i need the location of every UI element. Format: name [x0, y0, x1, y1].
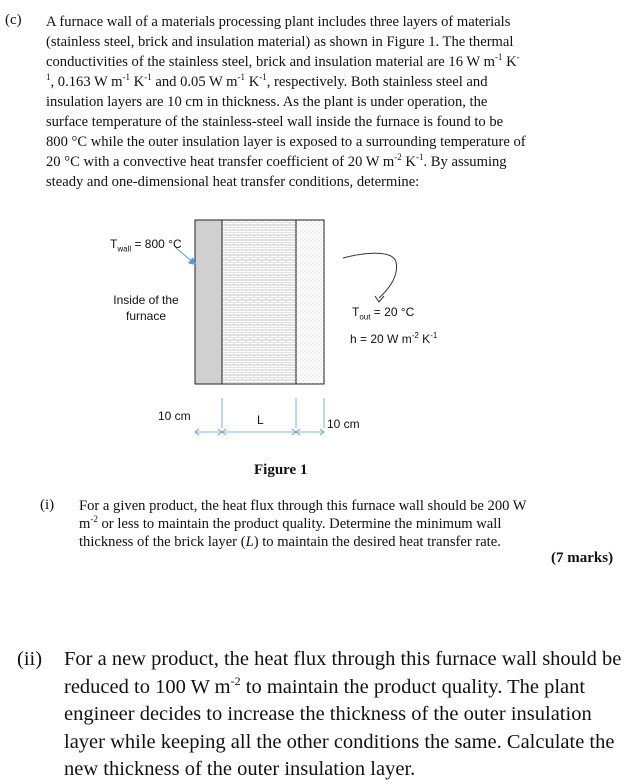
inside-furnace-label: Inside of the furnace — [113, 293, 179, 323]
question-text-i: For a given product, the heat flux through this furnace wall should be 200 W $m^{-2}$ or less to maintain the product quality. Determine the minimum wall thickness of the brick layer (L) to maintain the desired heat transfer rate. — [79, 498, 527, 550]
question-label-i: (i) — [40, 497, 55, 513]
t-wall-label: $T_{wall} = 800$ °C — [110, 237, 182, 254]
dimension-left-label: 10 cm — [158, 409, 191, 423]
h-label: h = 20 W $m^{-2}$ $K^{-1}$ — [350, 331, 438, 346]
dimension-mid-label: L — [257, 413, 264, 427]
question-text-ii: For a new product, the heat flux through this furnace wall should be reduced to 100 W $m^{-2}$ to maintain the product quality. The plant engineer decides to increase the thickness of the outer insulation layer while keeping all the other conditions the same. Calculate the new thickness of the outer insulation layer. — [64, 648, 622, 780]
figure-caption: Figure 1 — [254, 462, 308, 478]
t-out-label: $T_{out} = 20$ °C — [352, 305, 415, 322]
question-label-ii: (ii) — [17, 648, 43, 670]
stainless-steel-layer — [195, 220, 222, 384]
brick-layer — [222, 220, 296, 384]
dimension-right-label: 10 cm — [327, 417, 360, 431]
convection-arrow — [343, 253, 397, 298]
question-label-c: (c) — [5, 12, 22, 28]
insulation-layer — [296, 220, 324, 384]
question-text-c: A furnace wall of a materials processing plant includes three layers of materials (stainless steel, brick and insulation material) as shown in Figure 1. The thermal conductivities of the stainless steel, brick and insulation material are 16 W $m^{-1}$ $K^{-1}$, 0.163 W $m^{-1}$ $K^{-1}$ and 0.05 W $m^{-1}$ $K^{-1}$, respectively. Both stainless steel and insulation layers are 10 cm in thickness. As the plant is under operation, the surface temperature of the stainless-steel wall inside the furnace is found to be 800 °C while the outer insulation layer is exposed to a surrounding temperature of 20 °C with a convective heat transfer coefficient of 20 W $m^{-2}$ $K^{-1}$. By assuming steady and one-dimensional heat transfer conditions, determine: — [46, 14, 526, 190]
marks-i: (7 marks) — [551, 550, 614, 566]
